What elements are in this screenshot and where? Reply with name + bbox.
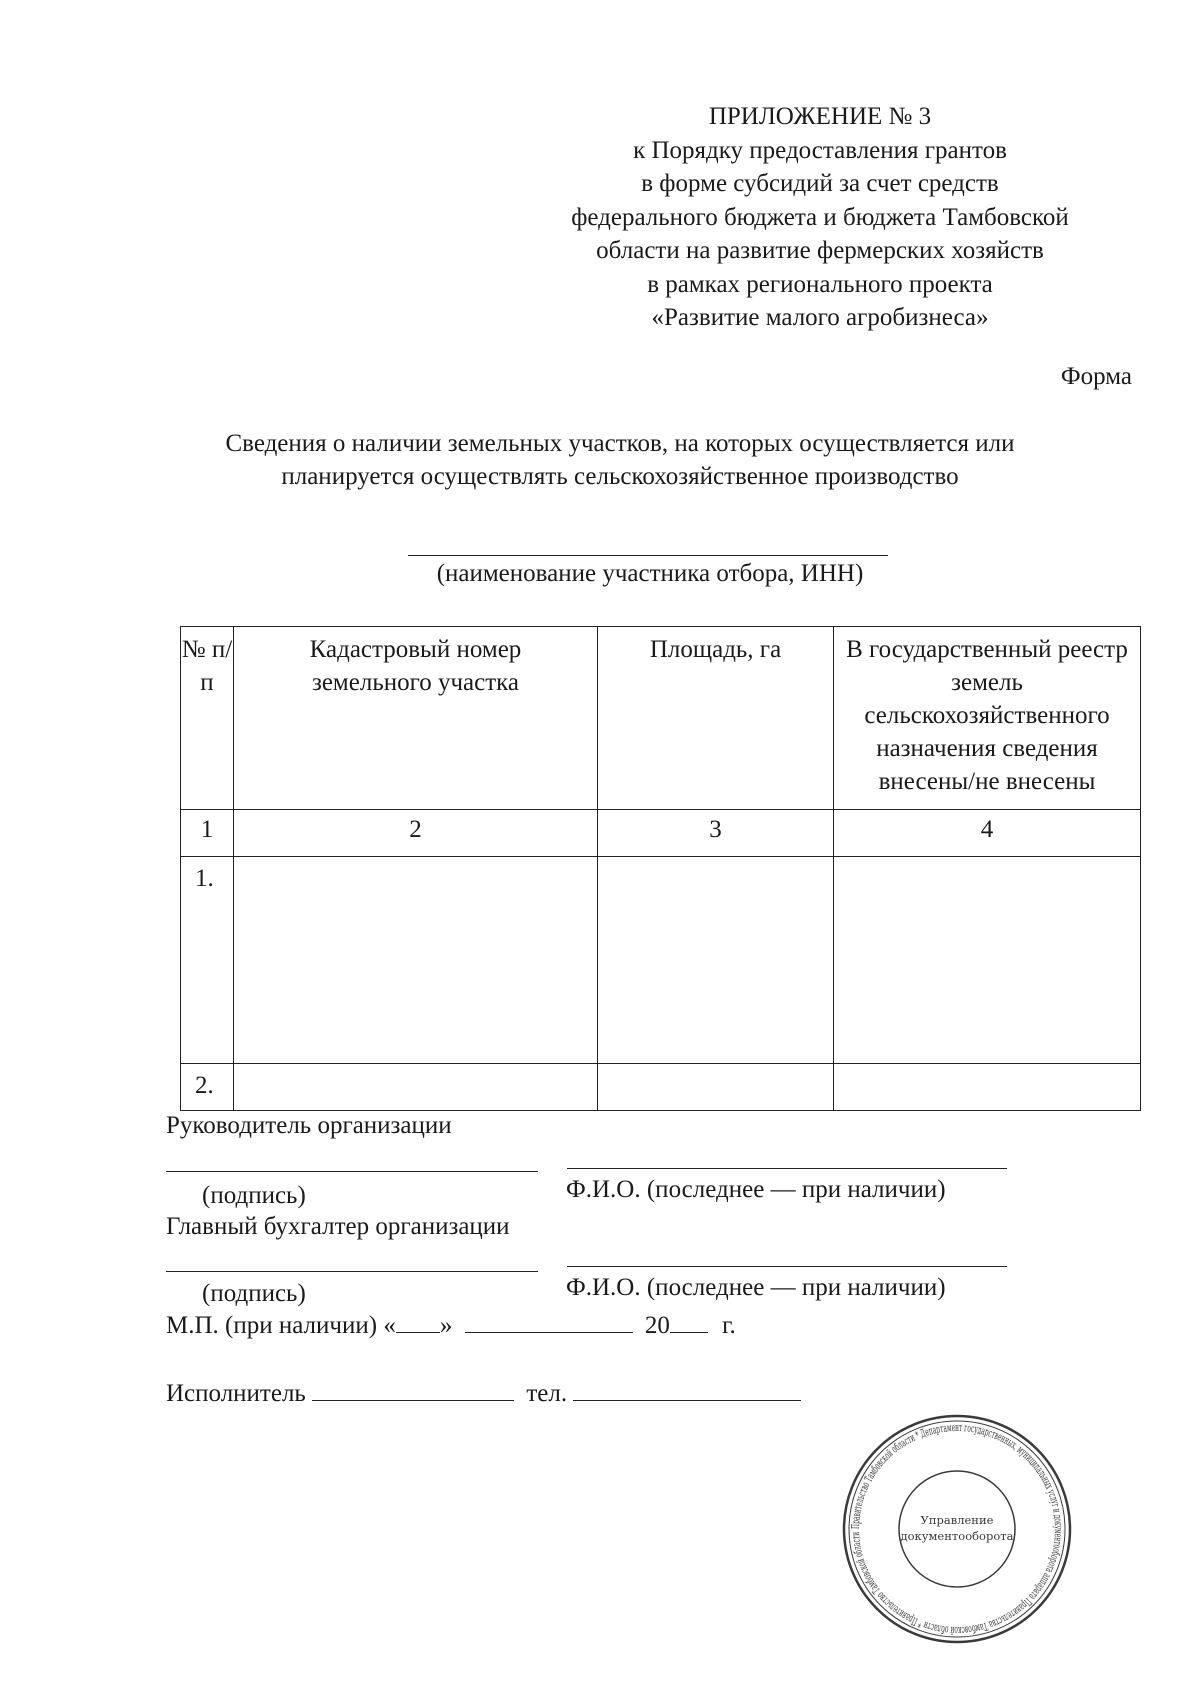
header-number: № п/п (181, 627, 234, 810)
appendix-line: в форме субсидий за счет средств (641, 170, 999, 197)
area-cell[interactable] (598, 1064, 834, 1111)
year-prefix: 20 (644, 1312, 670, 1339)
appendix-line: федерального бюджета и бюджета Тамбовской (571, 203, 1069, 231)
chief-accountant-label: Главный бухгалтер организации (166, 1213, 510, 1240)
header-area: Площадь, га (598, 627, 834, 810)
header-registry (834, 627, 1141, 810)
seal-date-line (166, 1312, 736, 1340)
head-of-organization-label: Руководитель организации (166, 1112, 452, 1139)
phone-blank[interactable] (573, 1378, 801, 1401)
header-registry-text: В государственный реестр земель сельскохозяйственного назначения сведения внесены/не внесены (846, 636, 1128, 795)
row-number: 1. (181, 857, 234, 1064)
participant-caption: (наименование участника отбора, ИНН) (436, 560, 864, 587)
executor-line (166, 1378, 801, 1408)
year-suffix: г. (722, 1312, 736, 1339)
column-number: 1 (181, 810, 234, 857)
quote-close: » (439, 1312, 453, 1339)
month-blank[interactable] (465, 1312, 633, 1333)
stamp-outer-text: Правительство Тамбовской области * Департамент государственных, муниципальных услуг и документооборота аппарата Правительства Тамбовской области * Правительство Тамбовской области (848, 1420, 1066, 1638)
land-plots-table (180, 626, 1141, 1111)
appendix-line: в рамках регионального проекта (647, 270, 993, 298)
document-title-line: планируется осуществлять сельскохозяйственное производство (281, 463, 959, 490)
signature-caption: (подпись) (202, 1280, 306, 1307)
column-number: 3 (598, 810, 834, 857)
fio-caption: Ф.И.О. (последнее — при наличии) (566, 1274, 946, 1301)
signature-caption: (подпись) (202, 1182, 306, 1209)
appendix-line: ПРИЛОЖЕНИЕ № 3 (708, 103, 932, 130)
area-cell[interactable] (598, 857, 834, 1064)
fio-caption: Ф.И.О. (последнее — при наличии) (566, 1176, 946, 1203)
executor-label: Исполнитель (166, 1380, 306, 1407)
appendix-line: «Развитие малого агробизнеса» (651, 304, 989, 331)
stamp-center-text: документооборота (900, 1529, 1014, 1543)
table-row (181, 1064, 1141, 1111)
header-cadastral-text: Кадастровый номер земельного участка (309, 636, 522, 696)
cadastral-cell[interactable] (234, 1064, 598, 1111)
document-stamp (840, 1412, 1074, 1646)
accountant-fio-line[interactable] (567, 1266, 1007, 1267)
document-title (120, 427, 1120, 493)
cadastral-cell[interactable] (234, 857, 598, 1064)
executor-blank[interactable] (312, 1378, 514, 1401)
appendix-header (520, 100, 1120, 335)
document-title-line: Сведения о наличии земельных участков, на которых осуществляется или (225, 430, 1015, 457)
accountant-signature-line[interactable] (166, 1271, 538, 1272)
form-label: Форма (1060, 363, 1132, 390)
stamp-seal-icon (840, 1412, 1074, 1646)
day-blank[interactable] (396, 1312, 440, 1333)
table-header-row (181, 627, 1141, 810)
head-fio-line[interactable] (567, 1168, 1007, 1169)
registry-cell[interactable] (834, 1064, 1141, 1111)
header-cadastral (234, 627, 598, 810)
appendix-line: области на развитие фермерских хозяйств (596, 237, 1044, 264)
stamp-center-text: Управление (920, 1513, 994, 1527)
year-blank[interactable] (670, 1312, 708, 1333)
table-row (181, 857, 1141, 1064)
seal-label: М.П. (при наличии) « (166, 1312, 396, 1339)
registry-cell[interactable] (834, 857, 1141, 1064)
column-number: 2 (234, 810, 598, 857)
row-number: 2. (181, 1064, 234, 1111)
column-number: 4 (834, 810, 1141, 857)
appendix-line: к Порядку предоставления грантов (633, 136, 1007, 164)
participant-name-line[interactable] (408, 555, 888, 556)
head-signature-line[interactable] (166, 1171, 538, 1172)
column-number-row (181, 810, 1141, 857)
phone-label: тел. (526, 1380, 568, 1407)
